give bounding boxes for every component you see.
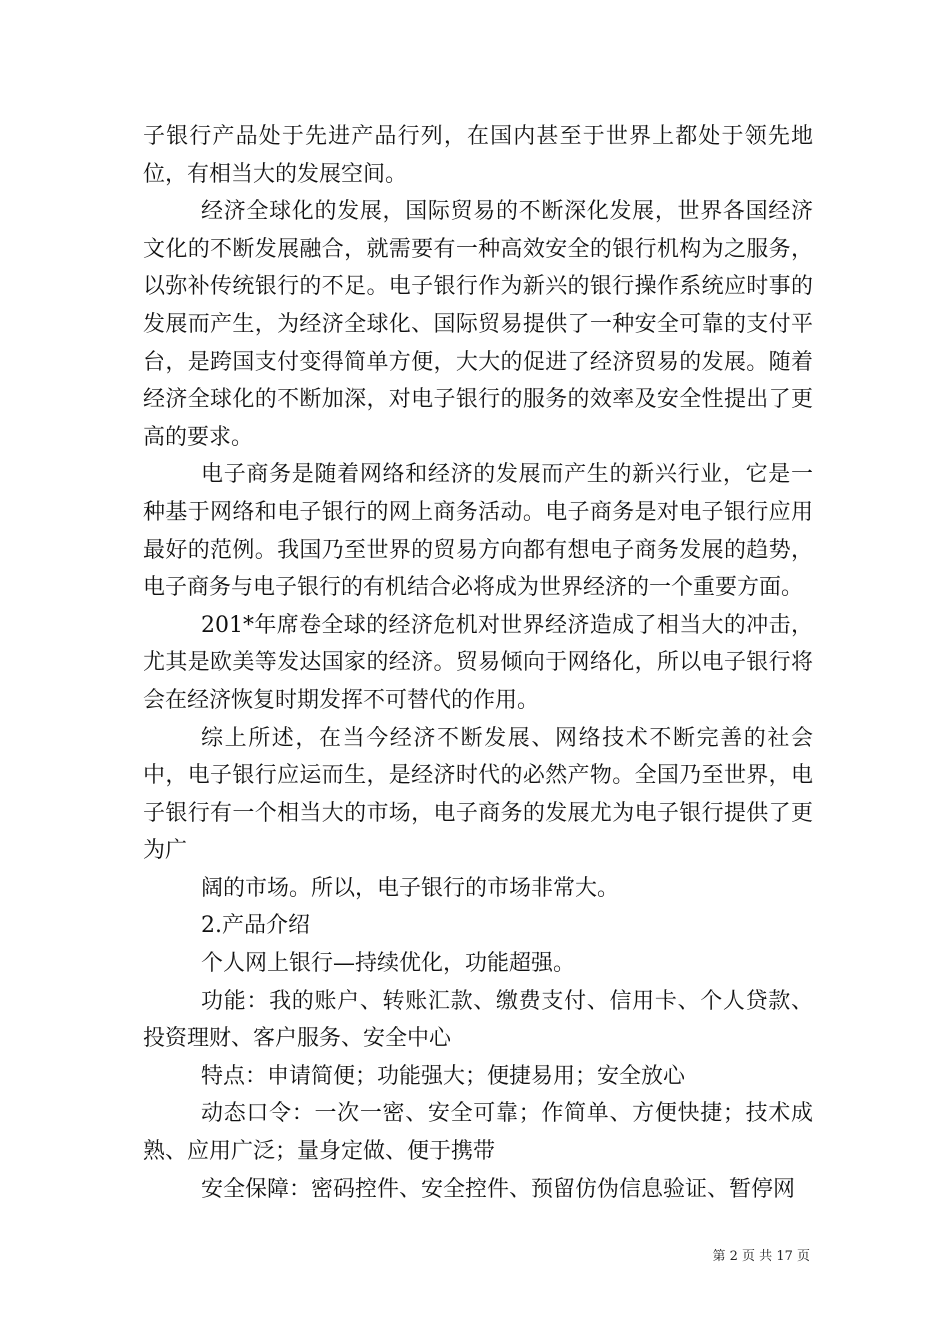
paragraph-functions: 功能：我的账户、转账汇款、缴费支付、信用卡、个人贷款、投资理财、客户服务、安全中心 bbox=[143, 988, 813, 1052]
paragraph-market-conclusion: 阔的市场。所以，电子银行的市场非常大。 bbox=[201, 875, 620, 901]
paragraph-globalization: 经济全球化的发展，国际贸易的不断深化发展，世界各国经济文化的不断发展融合，就需要有一种高效安全的银行机构为之服务，以弥补传统银行的不足。电子银行作为新兴的银行操作系统应时事的发展而产生，为经济全球化、国际贸易提供了一种安全可靠的支付平台，是跨国支付变得简单方便，大大的促进了经济贸易的发展。随着经济全球化的不断加深，对电子银行的服务的效率及安全性提出了更高的要求。 bbox=[143, 199, 813, 450]
page-number-footer: 第 2 页 共 17 页 bbox=[712, 1249, 810, 1264]
paragraph-dynamic-password: 动态口令：一次一密、安全可靠；作简单、方便快捷；技术成熟、应用广泛；量身定做、便于携带 bbox=[143, 1101, 813, 1165]
paragraph-security: 安全保障：密码控件、安全控件、预留仿伪信息验证、暂停网 bbox=[201, 1176, 796, 1202]
document-body bbox=[143, 118, 813, 1208]
paragraph-ecommerce: 电子商务是随着网络和经济的发展而产生的新兴行业，它是一种基于网络和电子银行的网上商务活动。电子商务是对电子银行应用最好的范例。我国乃至世界的贸易方向都有想电子商务发展的趋势，电子商务与电子银行的有机结合必将成为世界经济的一个重要方面。 bbox=[143, 462, 813, 601]
paragraph-summary: 综上所述，在当今经济不断发展、网络技术不断完善的社会中，电子银行应运而生，是经济时代的必然产物。全国乃至世界，电子银行有一个相当大的市场，电子商务的发展尤为电子银行提供了更为广 bbox=[143, 725, 813, 864]
paragraph-personal-banking: 个人网上银行—持续优化，功能超强。 bbox=[201, 951, 576, 977]
paragraph-economic-crisis: 201*年席卷全球的经济危机对世界经济造成了相当大的冲击，尤其是欧美等发达国家的经济。贸易倾向于网络化，所以电子银行将会在经济恢复时期发挥不可替代的作用。 bbox=[143, 612, 813, 713]
paragraph-features: 特点：申请简便；功能强大；便捷易用；安全放心 bbox=[201, 1063, 686, 1089]
section-heading-product-intro: 2.产品介绍 bbox=[201, 913, 310, 939]
paragraph-continuation: 子银行产品处于先进产品行列，在国内甚至于世界上都处于领先地位，有相当大的发展空间。 bbox=[143, 124, 813, 187]
